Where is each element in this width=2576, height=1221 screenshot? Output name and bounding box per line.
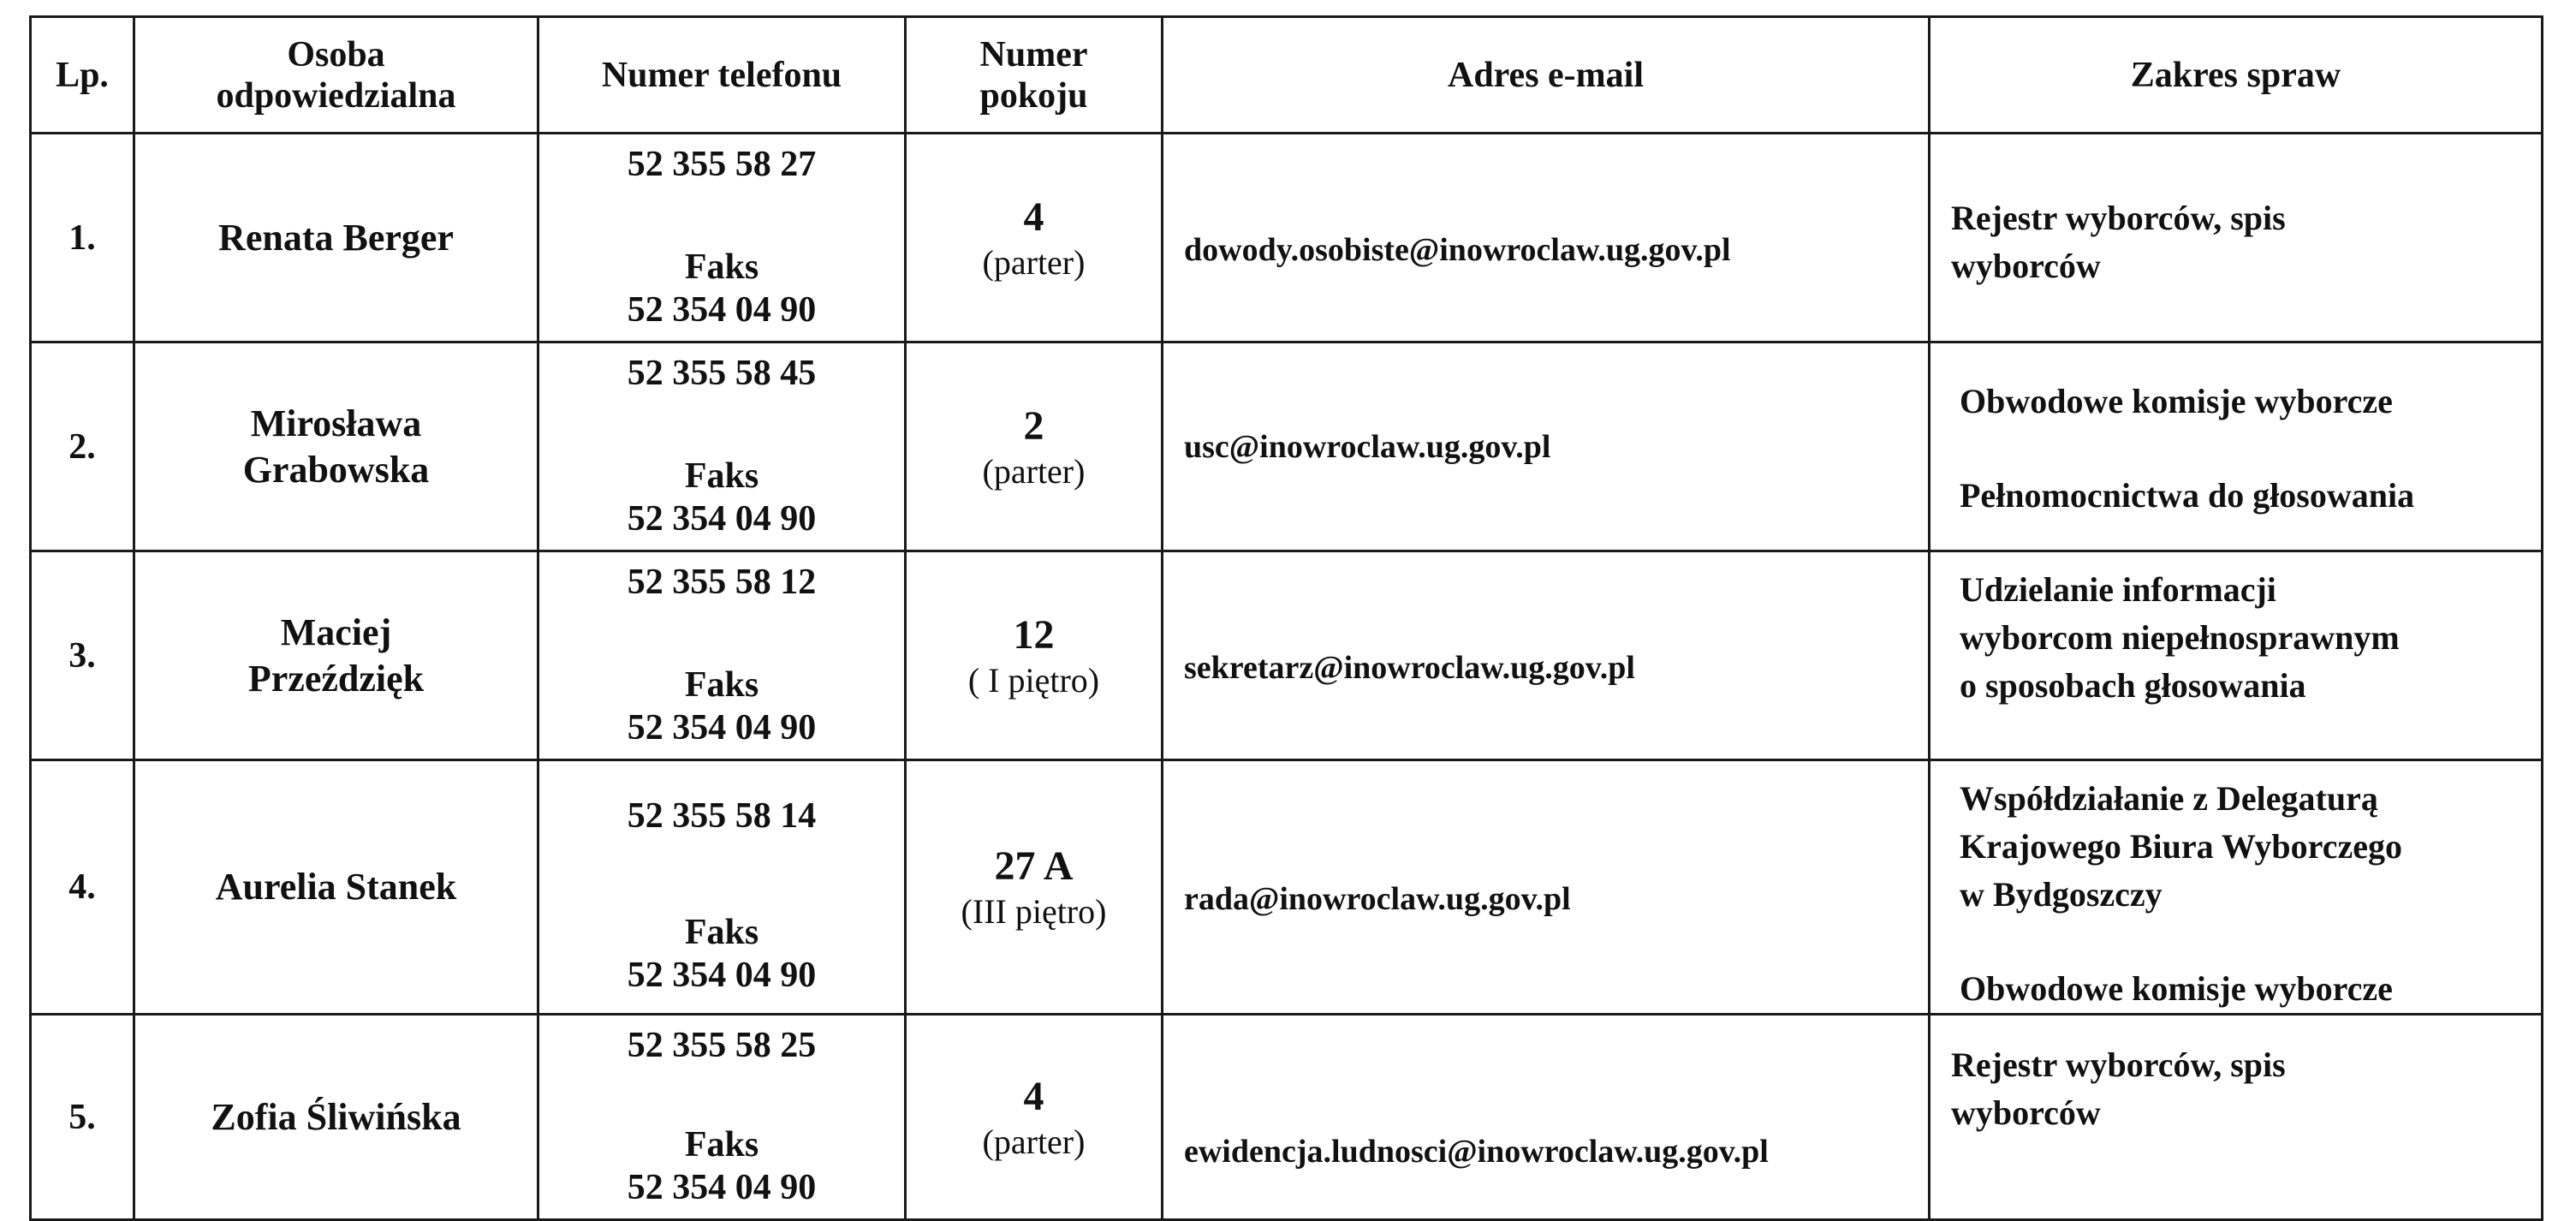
cell-person: Aurelia Stanek (134, 760, 538, 1015)
cell-person: Zofia Śliwińska (134, 1015, 538, 1220)
cell-phone (538, 1015, 906, 1220)
cell-person: Renata Berger (134, 134, 538, 342)
cell-person: Maciej Przeździęk (134, 551, 538, 760)
cell-email: sekretarz@inowroclaw.ug.gov.pl (1163, 551, 1930, 760)
cell-lp: 4. (31, 760, 134, 1015)
cell-lp: 1. (31, 134, 134, 342)
phone-number: 52 355 58 12 (627, 562, 817, 602)
contacts-table (29, 15, 2543, 1221)
table-row (31, 760, 2543, 1015)
room-floor: (parter) (982, 242, 1086, 282)
table-header-row (31, 17, 2543, 134)
cell-scope: Udzielanie informacji wyborcom niepełnosprawnym o sposobach głosowania (1930, 551, 2543, 760)
document-sheet (29, 15, 2543, 1221)
fax-label: Faks (684, 664, 759, 705)
cell-email: dowody.osobiste@inowroclaw.ug.gov.pl (1163, 134, 1930, 342)
fax-number: 52 354 04 90 (627, 1167, 817, 1207)
fax-number: 52 354 04 90 (627, 289, 817, 330)
cell-scope: Współdziałanie z Delegaturą Krajowego Biura Wyborczego w Bydgoszczy Obwodowe komisje wyborcze (1930, 760, 2543, 1015)
cell-phone (538, 760, 906, 1015)
cell-person: Mirosława Grabowska (134, 342, 538, 551)
room-number: 2 (1023, 402, 1044, 449)
room-number: 27 A (994, 843, 1074, 889)
header-room: Numer pokoju (906, 17, 1163, 134)
room-floor: (III piętro) (961, 892, 1107, 931)
cell-room (906, 760, 1163, 1015)
cell-room (906, 551, 1163, 760)
cell-email: usc@inowroclaw.ug.gov.pl (1163, 342, 1930, 551)
cell-phone (538, 134, 906, 342)
room-floor: (parter) (982, 1122, 1086, 1161)
table-row (31, 342, 2543, 551)
cell-scope: Rejestr wyborców, spis wyborców (1930, 134, 2543, 342)
room-floor: (parter) (982, 451, 1086, 491)
header-scope: Zakres spraw (1930, 17, 2543, 134)
fax-number: 52 354 04 90 (627, 956, 817, 995)
cell-scope: Obwodowe komisje wyborcze Pełnomocnictwa do głosowania (1930, 342, 2543, 551)
header-lp: Lp. (31, 17, 134, 134)
room-number: 4 (1023, 194, 1044, 240)
fax-label: Faks (684, 456, 759, 496)
cell-email: ewidencja.ludnosci@inowroclaw.ug.gov.pl (1163, 1015, 1930, 1220)
cell-room (906, 342, 1163, 551)
fax-number: 52 354 04 90 (627, 498, 817, 539)
room-number: 4 (1023, 1073, 1044, 1119)
cell-email: rada@inowroclaw.ug.gov.pl (1163, 760, 1930, 1015)
cell-room (906, 134, 1163, 342)
table-row (31, 134, 2543, 342)
cell-lp: 5. (31, 1015, 134, 1220)
cell-room (906, 1015, 1163, 1220)
room-floor: ( I piętro) (967, 660, 1100, 700)
header-phone: Numer telefonu (538, 17, 906, 134)
cell-lp: 2. (31, 342, 134, 551)
cell-phone (538, 342, 906, 551)
fax-number: 52 354 04 90 (627, 707, 817, 747)
cell-lp: 3. (31, 551, 134, 760)
header-person: Osoba odpowiedzialna (134, 17, 538, 134)
fax-label: Faks (684, 247, 759, 287)
table-row (31, 1015, 2543, 1220)
phone-number: 52 355 58 14 (627, 796, 817, 836)
room-number: 12 (1013, 611, 1055, 658)
fax-label: Faks (684, 1124, 759, 1164)
phone-number: 52 355 58 25 (627, 1025, 817, 1065)
phone-number: 52 355 58 27 (627, 144, 817, 184)
cell-scope: Rejestr wyborców, spis wyborców (1930, 1015, 2543, 1220)
cell-phone (538, 551, 906, 760)
fax-label: Faks (684, 913, 759, 952)
phone-number: 52 355 58 45 (627, 353, 817, 393)
table-row (31, 551, 2543, 760)
header-email: Adres e-mail (1163, 17, 1930, 134)
